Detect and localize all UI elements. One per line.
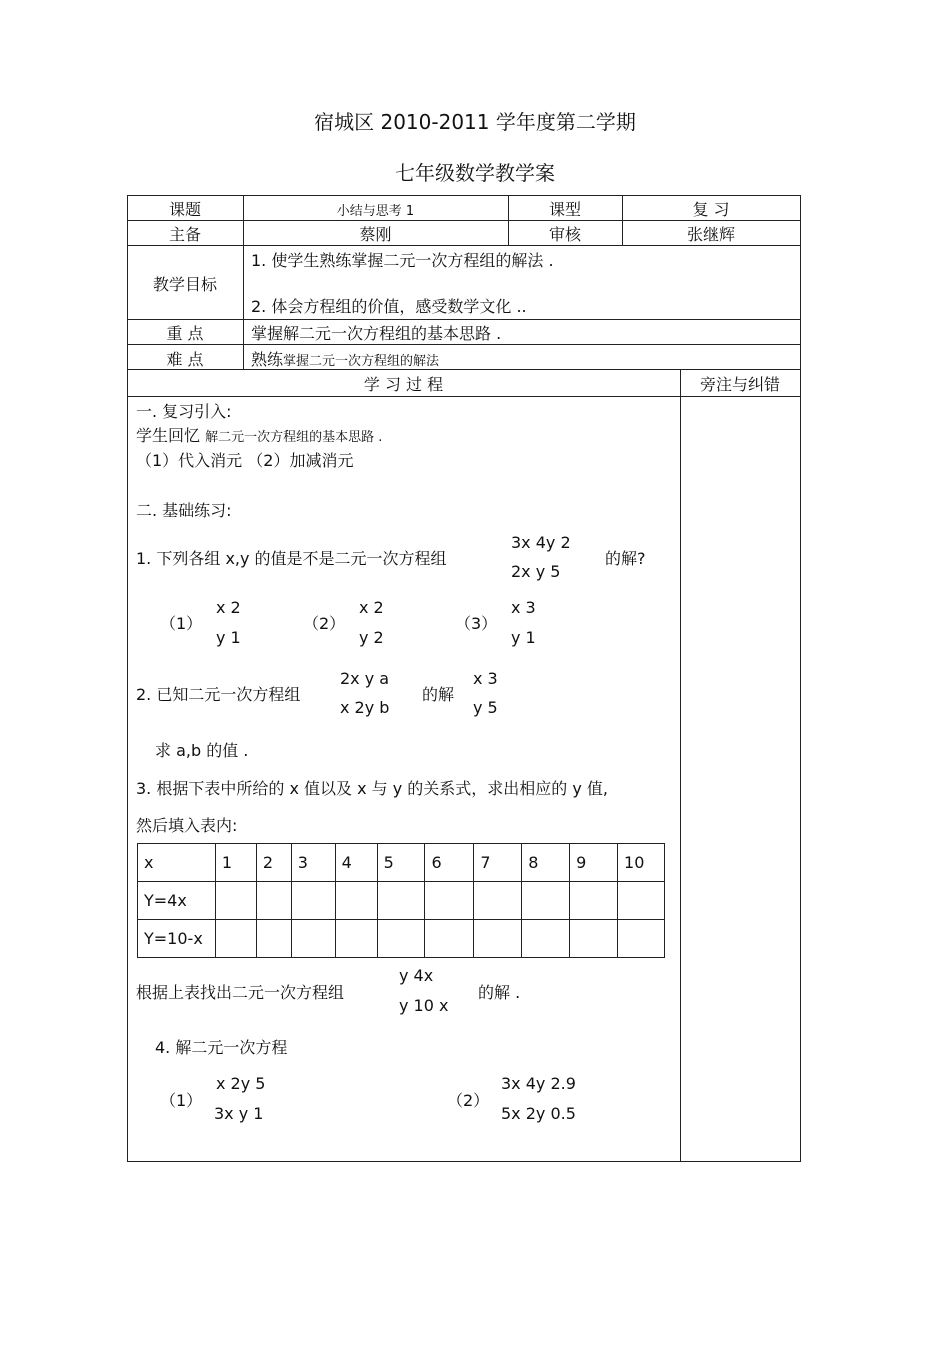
table-cell bbox=[425, 920, 474, 958]
q2-ask: 求 a,b 的值 . bbox=[155, 741, 249, 760]
q1-option-1-label: （1） bbox=[160, 614, 203, 633]
table-row-4x bbox=[138, 882, 665, 920]
page-title: 宿城区 2010-2011 学年度第二学期 bbox=[314, 110, 636, 134]
q1-tail: 的解? bbox=[605, 549, 646, 568]
table-cell: 9 bbox=[570, 844, 618, 882]
review-value: 张继辉 bbox=[686, 225, 735, 244]
table-cell bbox=[570, 882, 618, 920]
q1-equation-1: 3x 4y 2 bbox=[511, 533, 571, 552]
q3-equation-2: y 10 x bbox=[399, 996, 449, 1015]
table-cell bbox=[256, 882, 291, 920]
table-cell bbox=[618, 882, 665, 920]
difficulty-text: 掌握二元一次方程组的解法 bbox=[283, 354, 440, 369]
table-cell bbox=[474, 882, 522, 920]
q2-equation-1: 2x y a bbox=[340, 669, 390, 688]
process-header: 学 习 过 程 bbox=[363, 375, 444, 394]
q1-option-1-x: x 2 bbox=[216, 598, 241, 617]
q4-part-1-eq-2: 3x y 1 bbox=[214, 1104, 264, 1123]
table-cell: x bbox=[138, 844, 216, 882]
table-cell bbox=[335, 882, 377, 920]
q3-line-1: 3. 根据下表中所给的 x 值以及 x 与 y 的关系式，求出相应的 y 值, bbox=[136, 779, 609, 798]
q1-option-3-y: y 1 bbox=[511, 628, 536, 647]
q1-option-2-label: （2） bbox=[303, 614, 346, 633]
q4-part-1-eq-1: x 2y 5 bbox=[216, 1074, 266, 1093]
topic-value: 小结与思考 1 bbox=[336, 204, 415, 219]
table-cell bbox=[522, 920, 570, 958]
q1-option-3-x: x 3 bbox=[511, 598, 536, 617]
difficulty-label: 难 点 bbox=[166, 350, 204, 369]
table-cell bbox=[474, 920, 522, 958]
q2-solution-y: y 5 bbox=[473, 698, 498, 717]
key-label: 重 点 bbox=[166, 324, 204, 343]
topic-label: 课题 bbox=[168, 200, 201, 219]
page-subtitle: 七年级数学教学案 bbox=[395, 161, 555, 185]
table-cell bbox=[335, 920, 377, 958]
section-1-title: 一. 复习引入: bbox=[136, 402, 232, 421]
table-cell: Y=4x bbox=[138, 882, 216, 920]
q3-find-text: 根据上表找出二元一次方程组 bbox=[136, 983, 345, 1002]
q2-equation-2: x 2y b bbox=[340, 698, 390, 717]
table-cell: 6 bbox=[425, 844, 474, 882]
lead-value: 蔡刚 bbox=[359, 225, 392, 244]
q4-part-2-label: （2） bbox=[447, 1091, 490, 1110]
section-1-methods: （1）代入消元 （2）加减消元 bbox=[136, 451, 354, 470]
type-label: 课型 bbox=[548, 200, 581, 219]
table-cell: 2 bbox=[256, 844, 291, 882]
q4-part-1-label: （1） bbox=[160, 1091, 203, 1110]
q3-tail: 的解 . bbox=[478, 983, 521, 1002]
table-cell bbox=[291, 882, 335, 920]
q3-line-2: 然后填入表内: bbox=[136, 816, 238, 835]
q1-equation-2: 2x y 5 bbox=[511, 562, 561, 581]
table-cell bbox=[522, 882, 570, 920]
goal-item-2: 2. 体会方程组的价值，感受数学文化 .. bbox=[251, 297, 527, 316]
table-cell: 5 bbox=[377, 844, 425, 882]
side-notes-header: 旁注与纠错 bbox=[699, 375, 780, 394]
difficulty-value bbox=[251, 347, 439, 370]
key-value: 掌握解二元一次方程组的基本思路 . bbox=[251, 324, 502, 343]
table-cell: 10 bbox=[618, 844, 665, 882]
q4-part-2-eq-1: 3x 4y 2.9 bbox=[501, 1074, 576, 1093]
table-row-10-minus-x bbox=[138, 920, 665, 958]
q1-option-3-label: （3） bbox=[455, 614, 498, 633]
table-cell: 4 bbox=[335, 844, 377, 882]
recall-text: 解二元一次方程组的基本思路 . bbox=[205, 430, 383, 445]
section-2-title: 二. 基础练习: bbox=[136, 501, 232, 520]
q1-option-2-x: x 2 bbox=[359, 598, 384, 617]
table-cell bbox=[618, 920, 665, 958]
table-cell bbox=[256, 920, 291, 958]
review-label: 审核 bbox=[548, 225, 581, 244]
q2-mid: 的解 bbox=[422, 685, 455, 704]
q1-option-2-y: y 2 bbox=[359, 628, 384, 647]
table-cell: 7 bbox=[474, 844, 522, 882]
section-1-recall bbox=[136, 423, 382, 446]
difficulty-prefix: 熟练 bbox=[251, 350, 284, 369]
table-cell bbox=[570, 920, 618, 958]
table-cell: 8 bbox=[522, 844, 570, 882]
table-cell bbox=[377, 882, 425, 920]
table-cell bbox=[291, 920, 335, 958]
type-value: 复 习 bbox=[692, 200, 730, 219]
recall-label: 学生回忆 bbox=[136, 426, 201, 445]
q3-equation-1: y 4x bbox=[399, 966, 434, 985]
table-cell bbox=[215, 920, 256, 958]
table-cell: Y=10-x bbox=[138, 920, 216, 958]
q2-text: 2. 已知二元一次方程组 bbox=[136, 685, 301, 704]
table-cell bbox=[377, 920, 425, 958]
q4-title: 4. 解二元一次方程 bbox=[155, 1038, 288, 1057]
table-cell bbox=[425, 882, 474, 920]
q1-text: 1. 下列各组 x,y 的值是不是二元一次方程组 bbox=[136, 549, 447, 568]
q4-part-2-eq-2: 5x 2y 0.5 bbox=[501, 1104, 576, 1123]
q1-option-1-y: y 1 bbox=[216, 628, 241, 647]
q2-solution-x: x 3 bbox=[473, 669, 498, 688]
goal-item-1: 1. 使学生熟练掌握二元一次方程组的解法 . bbox=[251, 251, 554, 270]
table-cell: 3 bbox=[291, 844, 335, 882]
lead-label: 主备 bbox=[168, 225, 201, 244]
table-cell bbox=[215, 882, 256, 920]
xy-value-table bbox=[137, 843, 665, 958]
goal-label: 教学目标 bbox=[152, 275, 217, 294]
table-cell: 1 bbox=[215, 844, 256, 882]
table-row-header bbox=[138, 844, 665, 882]
